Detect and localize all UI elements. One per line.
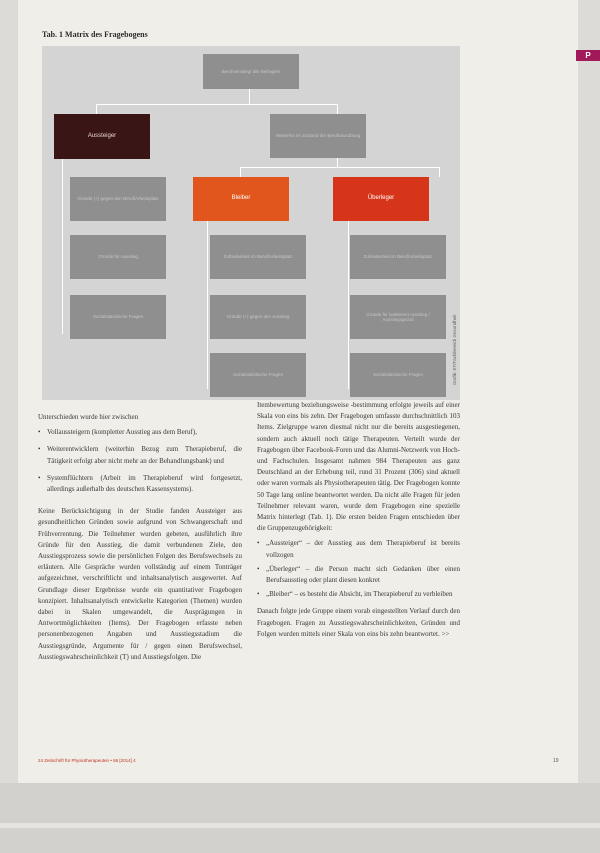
- aussteiger-box: Aussteiger: [54, 114, 150, 159]
- questionnaire-matrix-diagram: [42, 46, 460, 400]
- left-body: Keine Berücksichtigung in der Studie fanden Aussteiger aus gesundheitlichen Gründen sowie aufgrund von Schwangerschaft und Frühverrentung. Die Teilnehmer wurden gebeten, ausführlich ihre Gründe für den Ausstieg, die damit verbundenen Ziele, den Ausstiegsprozess sowie die persönlichen Folgen des Berufswechsels zu erläutern. Alle Gespräche wurden vollständig auf einem Tonträger aufgezeichnet, verschriftlicht und inhaltsanalytisch ausgewertet. Auf Grundlage dieser Ergebnisse wurde ein quantitativer Fragebogen konzipiert. Inhaltsanalytisch entwickelte Kategorien (Themen) wurden dabei in Skalen umgewandelt, die Ausprägungen in Antwortmöglichkeiten (Items). Der Fragebogen erfasste neben personenbezogenen Angaben und Ausstiegsstadium die Ausstiegsgründe, Argumente für / gegen einen Berufswechsel, Ausstiegswahrscheinlichkeit (T) und Ausstiegsfolgen. Die: [38, 507, 242, 661]
- journal-footer: 24 Zeitschrift für Physiotherapeuten • 66 [2014] 4: [38, 758, 136, 763]
- left-intro: Unterschieden wurde hier zwischen: [38, 413, 139, 421]
- ueberleger-box: Überleger: [333, 177, 429, 221]
- ueberleger-step-3: Sozialstatistische Fragen: [350, 353, 446, 397]
- aussteiger-step-1: Gründe (+) gegen den Beruf/Arbeitsplatz: [70, 177, 166, 221]
- right-bullet-list: [257, 538, 460, 600]
- right-column: [257, 400, 460, 640]
- list-item: • „Bleiber“ – es besteht die Absicht, im Therapieberuf zu verbleiben: [257, 589, 460, 600]
- connector: [96, 104, 337, 105]
- ueberleger-step-2: Gründe für (weiteren) Ausstieg / Ausstiegsgrund: [350, 295, 446, 339]
- list-item: • Weiterentwicklern (weiterhin Bezug zum Therapieberuf, die Tätigkeit erfolgt aber nicht mehr an der Behandlungsbank) und: [38, 444, 242, 466]
- list-item: • Systemflüchtern (Arbeit im Therapieberuf wird fortgesetzt, allerdings außerhalb des deutschen Kassensystems).: [38, 473, 242, 495]
- section-badge: P: [576, 50, 600, 61]
- list-item: • „Aussteiger“ – der Ausstieg aus dem Therapieberuf ist bereits vollzogen: [257, 538, 460, 560]
- connector: [240, 167, 439, 168]
- connector: [348, 204, 349, 389]
- right-outro: Danach folgte jede Gruppe einem vorab eingestellten Verlauf durch den Fragebogen. Fragen zu Ausstiegswahrscheinlichkeiten, Gründen und Folgen wurden mittels einer Skala von eins bis zehn beantwortet. >>: [257, 607, 460, 638]
- bleiber-step-2: Gründe (+) gegen den Ausstieg: [210, 295, 306, 339]
- bleiber-step-1: Zufriedenheit im Beruf/Arbeitsplatz: [210, 235, 306, 279]
- bleiber-step-3: Sozialstatistische Fragen: [210, 353, 306, 397]
- connector: [240, 167, 241, 177]
- table-title: Tab. 1 Matrix des Fragebogens: [42, 30, 148, 39]
- ueberleger-step-1: Zufriedenheit im Beruf/Arbeitsplatz: [350, 235, 446, 279]
- scan-band: [0, 823, 600, 828]
- aussteiger-step-2: Gründe für Ausstieg: [70, 235, 166, 279]
- root-box: Berufseinstieg/ alle Befragten: [203, 54, 299, 89]
- connector: [337, 104, 338, 114]
- connector: [62, 134, 63, 334]
- connector: [96, 104, 97, 114]
- connector: [249, 89, 250, 105]
- list-item: • „Überleger“ – die Person macht sich Gedanken über einen Berufsausstieg oder plant diesen konkret: [257, 564, 460, 586]
- connector: [207, 204, 208, 389]
- scan-margin: [0, 783, 600, 853]
- list-item: • Vollaussteigern (kompletter Ausstieg aus dem Beruf),: [38, 427, 242, 438]
- bleiber-box: Bleiber: [193, 177, 289, 221]
- right-body: Itembewertung beziehungsweise -bestimmung erfolgte jeweils auf einer Skala von eins bis zehn. Der Fragebogen umfasste durchschnittlich 103 Items. Zielgruppe waren diesmal nicht nur die bereits ausgestiegenen, sondern auch aktuell noch tätige Therapeuten. Verteilt wurde der Fragebogen über Facebook-Foren und das Alumni-Netzwerk von Hoch- und Fachschulen. Insgesamt nahmen 984 Therapeuten aus ganz Deutschland an der Erhebung teil, rund 31 Prozent (306) sind aktuell oder waren vormals als Physiotherapeuten tätig. Der Fragebogen konnte 50 Tage lang online beantwortet werden. Da nicht alle Fragen für jeden Teilnehmer relevant waren, wurde dem Fragebogen eine spezielle Matrix hinterlegt (Tab. 1). Die ersten beiden Fragen entschieden über die Gruppenzugehörigkeit:: [257, 401, 460, 533]
- page-number: 19: [553, 758, 559, 764]
- aussteiger-step-3: Sozialstatistische Fragen: [70, 295, 166, 339]
- connector: [439, 167, 440, 177]
- image-credit: Grafik: ET/Fachbereich Gesundheit: [452, 314, 457, 385]
- left-column: [38, 412, 242, 663]
- left-bullet-list: [38, 427, 242, 495]
- remaining-box: Weiterhin im Zustand der Berufsausübung: [270, 114, 366, 158]
